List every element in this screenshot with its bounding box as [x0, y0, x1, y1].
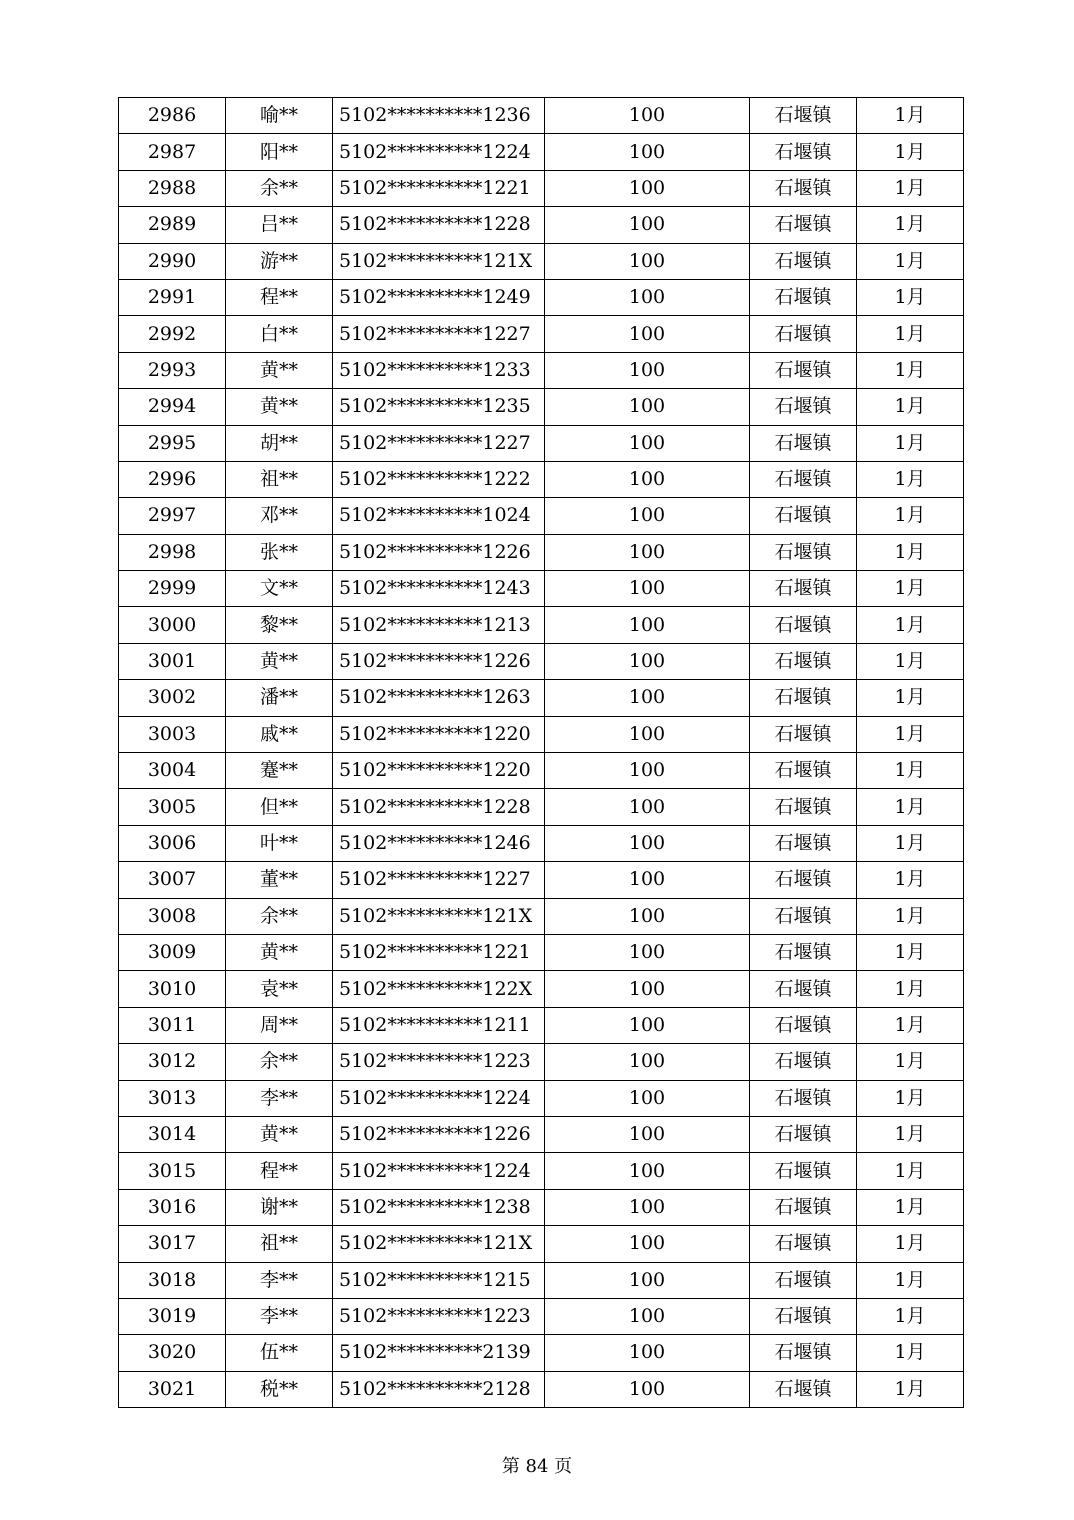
- table-row: [119, 134, 964, 170]
- row-number-cell: 3012: [119, 1044, 226, 1080]
- id-number-cell: 5102**********2128: [333, 1371, 545, 1407]
- row-number-cell: 3005: [119, 789, 226, 825]
- table-row: [119, 461, 964, 497]
- month-cell: 1月: [857, 1371, 964, 1407]
- month-cell: 1月: [857, 898, 964, 934]
- name-cell: 袁**: [226, 971, 333, 1007]
- town-cell: 石堰镇: [750, 1371, 857, 1407]
- name-cell: 黄**: [226, 934, 333, 970]
- month-cell: 1月: [857, 862, 964, 898]
- table-row: [119, 1226, 964, 1262]
- table-row: [119, 825, 964, 861]
- amount-cell: 100: [545, 98, 750, 134]
- name-cell: 谢**: [226, 1189, 333, 1225]
- name-cell: 祖**: [226, 1226, 333, 1262]
- name-cell: 张**: [226, 534, 333, 570]
- amount-cell: 100: [545, 1298, 750, 1334]
- name-cell: 胡**: [226, 425, 333, 461]
- name-cell: 李**: [226, 1298, 333, 1334]
- table-row: [119, 498, 964, 534]
- id-number-cell: 5102**********1224: [333, 134, 545, 170]
- name-cell: 黄**: [226, 643, 333, 679]
- table-row: [119, 680, 964, 716]
- month-cell: 1月: [857, 425, 964, 461]
- town-cell: 石堰镇: [750, 279, 857, 315]
- row-number-cell: 3016: [119, 1189, 226, 1225]
- amount-cell: 100: [545, 825, 750, 861]
- month-cell: 1月: [857, 498, 964, 534]
- name-cell: 喻**: [226, 98, 333, 134]
- subsidy-table: [118, 97, 964, 1408]
- town-cell: 石堰镇: [750, 534, 857, 570]
- month-cell: 1月: [857, 243, 964, 279]
- name-cell: 黄**: [226, 389, 333, 425]
- month-cell: 1月: [857, 279, 964, 315]
- id-number-cell: 5102**********1228: [333, 207, 545, 243]
- table-row: [119, 1189, 964, 1225]
- table-row: [119, 534, 964, 570]
- row-number-cell: 2991: [119, 279, 226, 315]
- month-cell: 1月: [857, 1335, 964, 1371]
- id-number-cell: 5102**********1211: [333, 1007, 545, 1043]
- name-cell: 文**: [226, 571, 333, 607]
- row-number-cell: 3013: [119, 1080, 226, 1116]
- table-row: [119, 1044, 964, 1080]
- amount-cell: 100: [545, 643, 750, 679]
- month-cell: 1月: [857, 1262, 964, 1298]
- amount-cell: 100: [545, 1116, 750, 1152]
- row-number-cell: 2988: [119, 170, 226, 206]
- amount-cell: 100: [545, 1080, 750, 1116]
- town-cell: 石堰镇: [750, 1189, 857, 1225]
- town-cell: 石堰镇: [750, 825, 857, 861]
- row-number-cell: 3017: [119, 1226, 226, 1262]
- row-number-cell: 3004: [119, 753, 226, 789]
- amount-cell: 100: [545, 207, 750, 243]
- id-number-cell: 5102**********1224: [333, 1080, 545, 1116]
- town-cell: 石堰镇: [750, 1080, 857, 1116]
- month-cell: 1月: [857, 461, 964, 497]
- table-row: [119, 1080, 964, 1116]
- amount-cell: 100: [545, 316, 750, 352]
- town-cell: 石堰镇: [750, 1116, 857, 1152]
- town-cell: 石堰镇: [750, 1007, 857, 1043]
- month-cell: 1月: [857, 1153, 964, 1189]
- amount-cell: 100: [545, 1226, 750, 1262]
- id-number-cell: 5102**********1222: [333, 461, 545, 497]
- row-number-cell: 3015: [119, 1153, 226, 1189]
- month-cell: 1月: [857, 98, 964, 134]
- row-number-cell: 3008: [119, 898, 226, 934]
- month-cell: 1月: [857, 934, 964, 970]
- amount-cell: 100: [545, 971, 750, 1007]
- id-number-cell: 5102**********1227: [333, 316, 545, 352]
- month-cell: 1月: [857, 571, 964, 607]
- row-number-cell: 3003: [119, 716, 226, 752]
- table-row: [119, 170, 964, 206]
- name-cell: 余**: [226, 1044, 333, 1080]
- row-number-cell: 3000: [119, 607, 226, 643]
- month-cell: 1月: [857, 971, 964, 1007]
- id-number-cell: 5102**********1213: [333, 607, 545, 643]
- amount-cell: 100: [545, 934, 750, 970]
- amount-cell: 100: [545, 753, 750, 789]
- month-cell: 1月: [857, 1298, 964, 1334]
- table-row: [119, 389, 964, 425]
- row-number-cell: 2999: [119, 571, 226, 607]
- town-cell: 石堰镇: [750, 971, 857, 1007]
- id-number-cell: 5102**********1221: [333, 170, 545, 206]
- amount-cell: 100: [545, 1189, 750, 1225]
- month-cell: 1月: [857, 1116, 964, 1152]
- town-cell: 石堰镇: [750, 680, 857, 716]
- row-number-cell: 3014: [119, 1116, 226, 1152]
- town-cell: 石堰镇: [750, 316, 857, 352]
- row-number-cell: 2986: [119, 98, 226, 134]
- id-number-cell: 5102**********1220: [333, 716, 545, 752]
- name-cell: 程**: [226, 1153, 333, 1189]
- table-row: [119, 716, 964, 752]
- name-cell: 游**: [226, 243, 333, 279]
- id-number-cell: 5102**********1226: [333, 534, 545, 570]
- amount-cell: 100: [545, 461, 750, 497]
- id-number-cell: 5102**********1227: [333, 425, 545, 461]
- id-number-cell: 5102**********1227: [333, 862, 545, 898]
- amount-cell: 100: [545, 243, 750, 279]
- row-number-cell: 2992: [119, 316, 226, 352]
- id-number-cell: 5102**********1243: [333, 571, 545, 607]
- table-row: [119, 789, 964, 825]
- town-cell: 石堰镇: [750, 461, 857, 497]
- town-cell: 石堰镇: [750, 898, 857, 934]
- table-row: [119, 1371, 964, 1407]
- town-cell: 石堰镇: [750, 643, 857, 679]
- name-cell: 蹇**: [226, 753, 333, 789]
- amount-cell: 100: [545, 1371, 750, 1407]
- amount-cell: 100: [545, 1335, 750, 1371]
- town-cell: 石堰镇: [750, 753, 857, 789]
- month-cell: 1月: [857, 753, 964, 789]
- table-row: [119, 1298, 964, 1334]
- table-row: [119, 971, 964, 1007]
- table-row: [119, 1116, 964, 1152]
- name-cell: 叶**: [226, 825, 333, 861]
- town-cell: 石堰镇: [750, 352, 857, 388]
- amount-cell: 100: [545, 789, 750, 825]
- page-number: 第 84 页: [501, 1456, 573, 1477]
- name-cell: 祖**: [226, 461, 333, 497]
- row-number-cell: 2998: [119, 534, 226, 570]
- id-number-cell: 5102**********1246: [333, 825, 545, 861]
- amount-cell: 100: [545, 352, 750, 388]
- table-row: [119, 898, 964, 934]
- name-cell: 伍**: [226, 1335, 333, 1371]
- name-cell: 白**: [226, 316, 333, 352]
- month-cell: 1月: [857, 352, 964, 388]
- id-number-cell: 5102**********122X: [333, 971, 545, 1007]
- row-number-cell: 2990: [119, 243, 226, 279]
- id-number-cell: 5102**********2139: [333, 1335, 545, 1371]
- amount-cell: 100: [545, 498, 750, 534]
- amount-cell: 100: [545, 716, 750, 752]
- row-number-cell: 2995: [119, 425, 226, 461]
- name-cell: 余**: [226, 898, 333, 934]
- amount-cell: 100: [545, 898, 750, 934]
- town-cell: 石堰镇: [750, 571, 857, 607]
- month-cell: 1月: [857, 207, 964, 243]
- month-cell: 1月: [857, 1080, 964, 1116]
- amount-cell: 100: [545, 1153, 750, 1189]
- town-cell: 石堰镇: [750, 789, 857, 825]
- row-number-cell: 2996: [119, 461, 226, 497]
- month-cell: 1月: [857, 1189, 964, 1225]
- row-number-cell: 2993: [119, 352, 226, 388]
- name-cell: 戚**: [226, 716, 333, 752]
- row-number-cell: 3001: [119, 643, 226, 679]
- name-cell: 吕**: [226, 207, 333, 243]
- town-cell: 石堰镇: [750, 1226, 857, 1262]
- amount-cell: 100: [545, 534, 750, 570]
- month-cell: 1月: [857, 1007, 964, 1043]
- table-row: [119, 1335, 964, 1371]
- table-row: [119, 934, 964, 970]
- name-cell: 李**: [226, 1262, 333, 1298]
- row-number-cell: 2987: [119, 134, 226, 170]
- row-number-cell: 3018: [119, 1262, 226, 1298]
- town-cell: 石堰镇: [750, 170, 857, 206]
- month-cell: 1月: [857, 134, 964, 170]
- town-cell: 石堰镇: [750, 1262, 857, 1298]
- row-number-cell: 3007: [119, 862, 226, 898]
- month-cell: 1月: [857, 170, 964, 206]
- amount-cell: 100: [545, 389, 750, 425]
- id-number-cell: 5102**********1223: [333, 1298, 545, 1334]
- row-number-cell: 2994: [119, 389, 226, 425]
- amount-cell: 100: [545, 134, 750, 170]
- table-row: [119, 279, 964, 315]
- town-cell: 石堰镇: [750, 207, 857, 243]
- town-cell: 石堰镇: [750, 243, 857, 279]
- id-number-cell: 5102**********1226: [333, 1116, 545, 1152]
- id-number-cell: 5102**********1226: [333, 643, 545, 679]
- id-number-cell: 5102**********121X: [333, 243, 545, 279]
- id-number-cell: 5102**********1235: [333, 389, 545, 425]
- table-row: [119, 862, 964, 898]
- id-number-cell: 5102**********1220: [333, 753, 545, 789]
- amount-cell: 100: [545, 425, 750, 461]
- id-number-cell: 5102**********1236: [333, 98, 545, 134]
- name-cell: 黄**: [226, 352, 333, 388]
- name-cell: 周**: [226, 1007, 333, 1043]
- town-cell: 石堰镇: [750, 1335, 857, 1371]
- town-cell: 石堰镇: [750, 607, 857, 643]
- town-cell: 石堰镇: [750, 498, 857, 534]
- month-cell: 1月: [857, 1226, 964, 1262]
- row-number-cell: 3006: [119, 825, 226, 861]
- row-number-cell: 3011: [119, 1007, 226, 1043]
- id-number-cell: 5102**********1228: [333, 789, 545, 825]
- amount-cell: 100: [545, 1262, 750, 1298]
- table-row: [119, 1153, 964, 1189]
- name-cell: 潘**: [226, 680, 333, 716]
- name-cell: 但**: [226, 789, 333, 825]
- month-cell: 1月: [857, 825, 964, 861]
- table-row: [119, 316, 964, 352]
- town-cell: 石堰镇: [750, 1153, 857, 1189]
- table-row: [119, 753, 964, 789]
- name-cell: 李**: [226, 1080, 333, 1116]
- table-row: [119, 607, 964, 643]
- month-cell: 1月: [857, 316, 964, 352]
- amount-cell: 100: [545, 571, 750, 607]
- row-number-cell: 2989: [119, 207, 226, 243]
- table-row: [119, 352, 964, 388]
- amount-cell: 100: [545, 170, 750, 206]
- town-cell: 石堰镇: [750, 862, 857, 898]
- id-number-cell: 5102**********1263: [333, 680, 545, 716]
- town-cell: 石堰镇: [750, 1298, 857, 1334]
- town-cell: 石堰镇: [750, 1044, 857, 1080]
- name-cell: 黎**: [226, 607, 333, 643]
- amount-cell: 100: [545, 862, 750, 898]
- row-number-cell: 3002: [119, 680, 226, 716]
- row-number-cell: 3009: [119, 934, 226, 970]
- name-cell: 阳**: [226, 134, 333, 170]
- id-number-cell: 5102**********1221: [333, 934, 545, 970]
- id-number-cell: 5102**********121X: [333, 1226, 545, 1262]
- amount-cell: 100: [545, 1007, 750, 1043]
- table-row: [119, 643, 964, 679]
- name-cell: 邓**: [226, 498, 333, 534]
- town-cell: 石堰镇: [750, 934, 857, 970]
- row-number-cell: 2997: [119, 498, 226, 534]
- table-row: [119, 1007, 964, 1043]
- month-cell: 1月: [857, 789, 964, 825]
- id-number-cell: 5102**********1024: [333, 498, 545, 534]
- id-number-cell: 5102**********121X: [333, 898, 545, 934]
- month-cell: 1月: [857, 716, 964, 752]
- town-cell: 石堰镇: [750, 98, 857, 134]
- table-row: [119, 425, 964, 461]
- month-cell: 1月: [857, 534, 964, 570]
- amount-cell: 100: [545, 1044, 750, 1080]
- row-number-cell: 3010: [119, 971, 226, 1007]
- amount-cell: 100: [545, 680, 750, 716]
- id-number-cell: 5102**********1224: [333, 1153, 545, 1189]
- name-cell: 董**: [226, 862, 333, 898]
- row-number-cell: 3019: [119, 1298, 226, 1334]
- row-number-cell: 3020: [119, 1335, 226, 1371]
- table-row: [119, 1262, 964, 1298]
- table-body: [119, 98, 964, 1408]
- month-cell: 1月: [857, 680, 964, 716]
- name-cell: 程**: [226, 279, 333, 315]
- table-row: [119, 98, 964, 134]
- table-row: [119, 207, 964, 243]
- town-cell: 石堰镇: [750, 134, 857, 170]
- name-cell: 税**: [226, 1371, 333, 1407]
- month-cell: 1月: [857, 1044, 964, 1080]
- month-cell: 1月: [857, 389, 964, 425]
- month-cell: 1月: [857, 643, 964, 679]
- town-cell: 石堰镇: [750, 425, 857, 461]
- amount-cell: 100: [545, 279, 750, 315]
- name-cell: 黄**: [226, 1116, 333, 1152]
- amount-cell: 100: [545, 607, 750, 643]
- month-cell: 1月: [857, 607, 964, 643]
- id-number-cell: 5102**********1249: [333, 279, 545, 315]
- id-number-cell: 5102**********1238: [333, 1189, 545, 1225]
- town-cell: 石堰镇: [750, 716, 857, 752]
- id-number-cell: 5102**********1215: [333, 1262, 545, 1298]
- id-number-cell: 5102**********1233: [333, 352, 545, 388]
- row-number-cell: 3021: [119, 1371, 226, 1407]
- name-cell: 余**: [226, 170, 333, 206]
- table-row: [119, 243, 964, 279]
- town-cell: 石堰镇: [750, 389, 857, 425]
- table-row: [119, 571, 964, 607]
- id-number-cell: 5102**********1223: [333, 1044, 545, 1080]
